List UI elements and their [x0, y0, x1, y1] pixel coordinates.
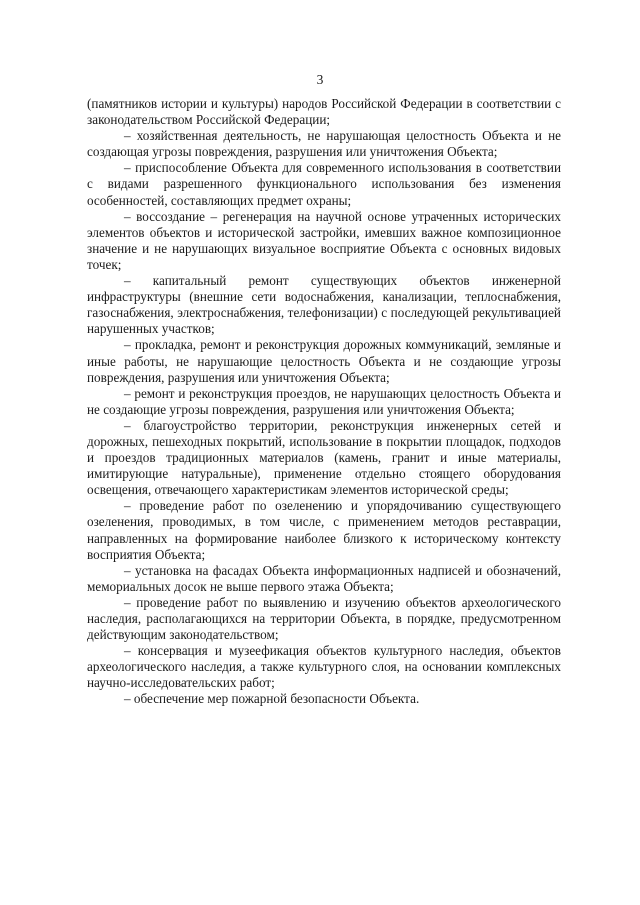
paragraph: – установка на фасадах Объекта информационных надписей и обозначений, мемориальных досок не выше первого этажа Объекта;: [87, 562, 561, 594]
paragraph: – обеспечение мер пожарной безопасности Объекта.: [124, 691, 420, 707]
paragraph: – проведение работ по выявлению и изучению объектов археологического наследия, располагающихся на территории Объекта, в порядке, предусмотренном действующим законодательством;: [87, 594, 561, 643]
paragraph: – проведение работ по озеленению и упорядочиванию существующего озеленения, проводимых, в том числе, с применением методов реставрации, направленных на формирование наиболее близкого к историческому контексту восприятия Объекта;: [87, 498, 561, 562]
paragraph: – приспособление Объекта для современного использования в соответствии с видами разрешенного функционального использования без изменения особенностей, составляющих предмет охраны;: [87, 160, 561, 208]
paragraph: – благоустройство территории, реконструкция инженерных сетей и дорожных, пешеходных покрытий, использование в покрытии площадок, подходов и проездов традиционных материалов (камень, гранит и иные материалы, имитирующие натуральные), применение отдельно стоящего оборудования освещения, отвечающего характеристикам элементов исторической среды;: [87, 417, 561, 498]
paragraph: – воссоздание – регенерация на научной основе утраченных исторических элементов объектов и исторической застройки, имевших важное композиционное значение и не нарушающих визуальное восприятие Объекта с основных видовых точек;: [87, 208, 561, 272]
document-body: [87, 96, 561, 708]
paragraph: – хозяйственная деятельность, не нарушающая целостность Объекта и не создающая угрозы повреждения, разрушения или уничтожения Объекта;: [87, 128, 561, 160]
paragraph: – капитальный ремонт существующих объектов инженерной инфраструктуры (внешние сети водоснабжения, канализации, теплоснабжения, газоснабжения, электроснабжения, телефонизации) с последующей рекультивацией нарушенных участков;: [87, 273, 561, 337]
paragraph: (памятников истории и культуры) народов Российской Федерации в соответствии с законодательством Российской Федерации;: [87, 96, 561, 128]
page-number: 3: [316, 72, 324, 87]
paragraph: – консервация и музеефикация объектов культурного наследия, объектов археологического наследия, а также культурного слоя, на основании комплексных научно-исследовательских работ;: [87, 643, 561, 691]
paragraph: – ремонт и реконструкция проездов, не нарушающих целостность Объекта и не создающие угрозы повреждения, разрушения или уничтожения Объекта;: [87, 385, 561, 417]
paragraph: – прокладка, ремонт и реконструкция дорожных коммуникаций, земляные и иные работы, не нарушающие целостность Объекта и не создающие угрозы повреждения, разрушения или уничтожения Объекта;: [87, 337, 561, 385]
